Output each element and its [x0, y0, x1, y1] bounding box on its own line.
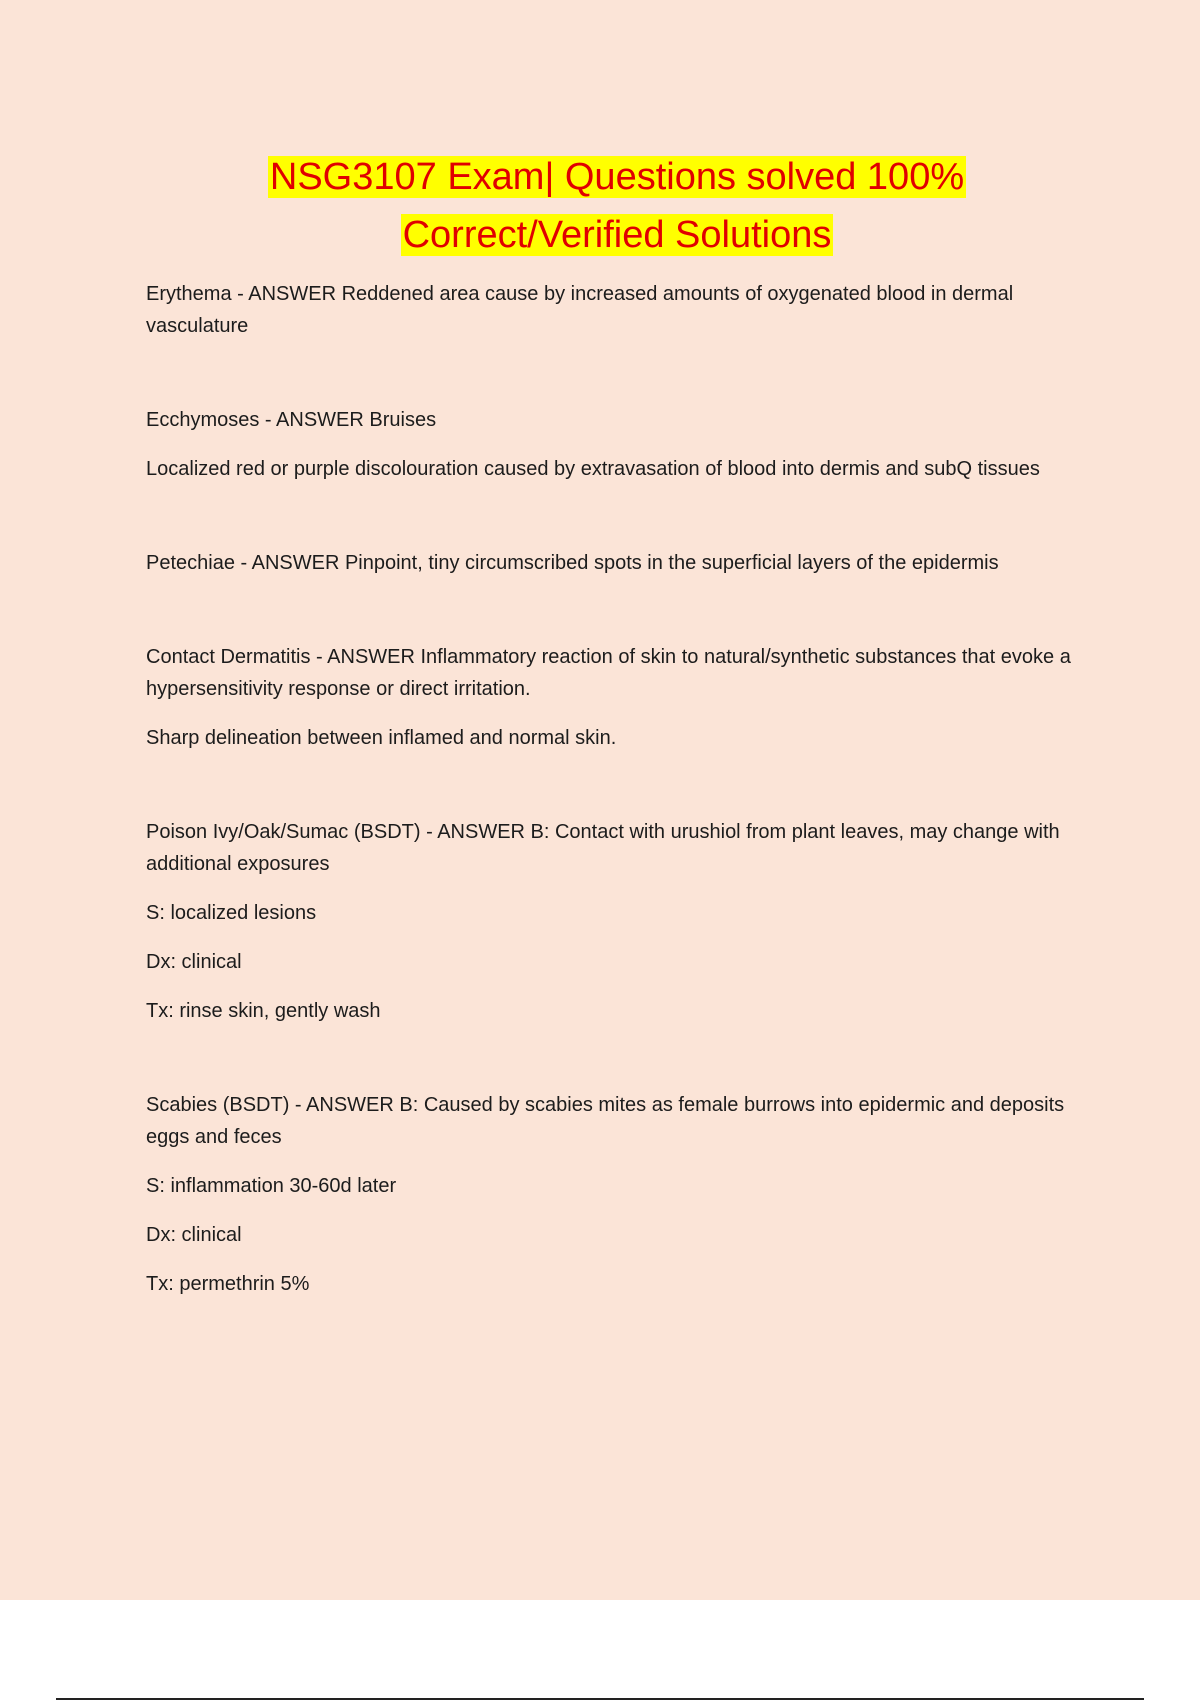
- qa-list: [146, 278, 1096, 1362]
- entry-line: Poison Ivy/Oak/Sumac (BSDT) - ANSWER B: Contact with urushiol from plant leaves, may change with additional exposures: [146, 821, 1060, 875]
- entry-line: Tx: permethrin 5%: [146, 1273, 310, 1295]
- entry-line: S: inflammation 30-60d later: [146, 1175, 397, 1197]
- document-title: [0, 148, 1200, 264]
- entry-line: Scabies (BSDT) - ANSWER B: Caused by scabies mites as female burrows into epidermic and deposits eggs and feces: [146, 1094, 1065, 1148]
- entry-line: Localized red or purple discolouration caused by extravasation of blood into dermis and subQ tissues: [146, 458, 1040, 480]
- entry-line: Tx: rinse skin, gently wash: [146, 1000, 381, 1022]
- entry-line: Petechiae - ANSWER Pinpoint, tiny circumscribed spots in the superficial layers of the epidermis: [146, 552, 999, 574]
- entry-line: Erythema - ANSWER Reddened area cause by increased amounts of oxygenated blood in dermal vasculature: [146, 283, 1014, 337]
- entry-line: Contact Dermatitis - ANSWER Inflammatory reaction of skin to natural/synthetic substances that evoke a hypersensitivity response or direct irritation.: [146, 646, 1071, 700]
- entry-line: Ecchymoses - ANSWER Bruises: [146, 409, 437, 431]
- qa-entry-erythema: [146, 278, 1096, 342]
- qa-entry-petechiae: [146, 547, 1096, 579]
- entry-line: Dx: clinical: [146, 951, 242, 973]
- entry-line: Sharp delineation between inflamed and normal skin.: [146, 727, 617, 749]
- entry-line: Dx: clinical: [146, 1224, 242, 1246]
- qa-entry-ecchymoses: [146, 404, 1096, 485]
- qa-entry-contact-dermatitis: [146, 641, 1096, 754]
- entry-line: S: localized lesions: [146, 902, 317, 924]
- title-line-1: NSG3107 Exam| Questions solved 100%: [269, 156, 965, 198]
- qa-entry-poison-ivy: [146, 816, 1096, 1027]
- title-line-2: Correct/Verified Solutions: [402, 214, 832, 256]
- qa-entry-scabies: [146, 1089, 1096, 1300]
